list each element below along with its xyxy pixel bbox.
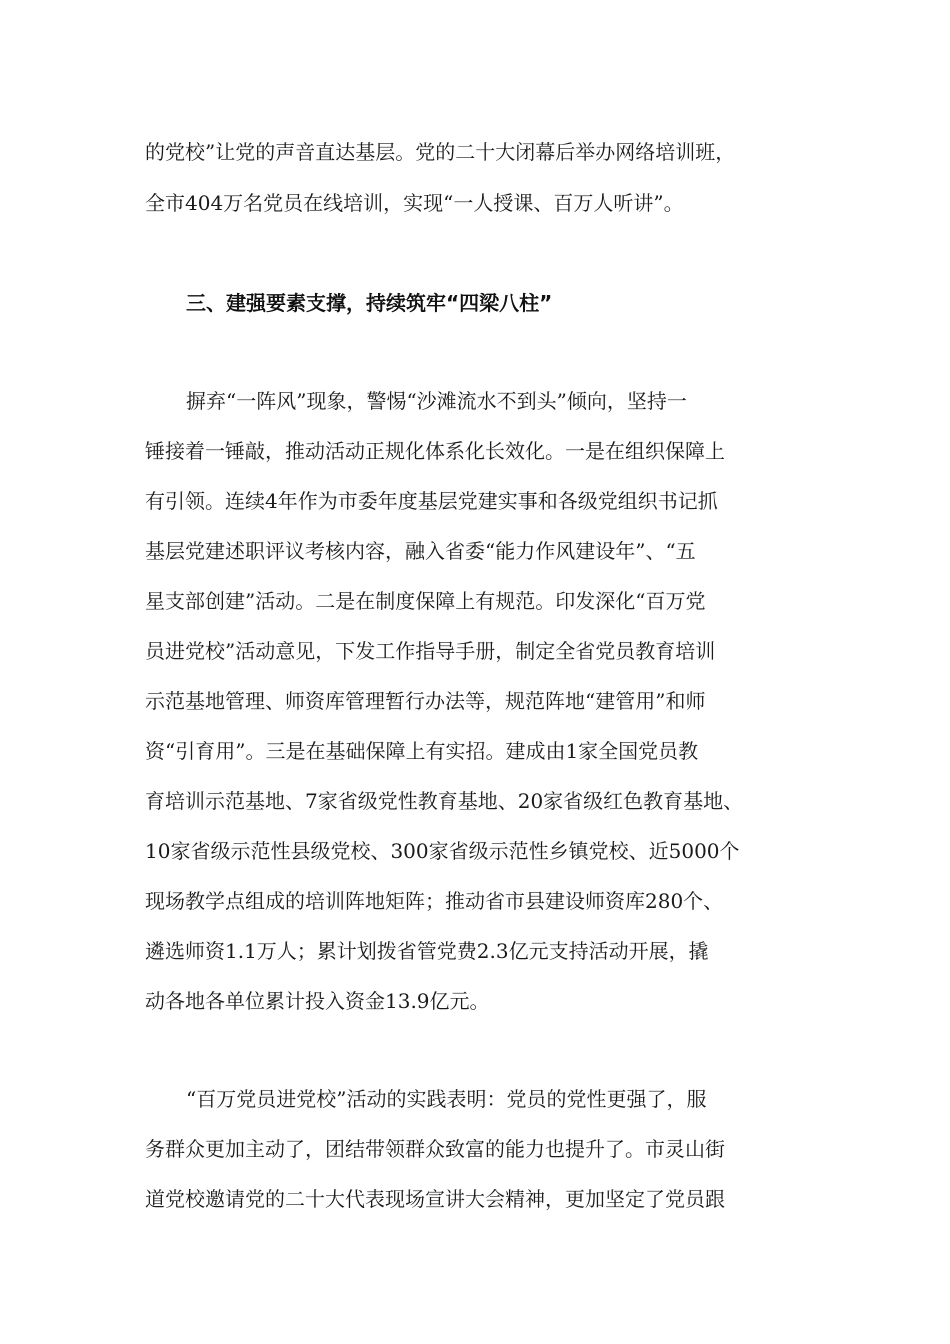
paragraph-2-line-10: 10家省级示范性县级党校、300家省级示范性乡镇党校、近5000个 [145, 839, 740, 863]
paragraph-2-line-1: 摒弃“一阵风”现象，警惕“沙滩流水不到头”倾向，坚持一 [186, 389, 687, 413]
paragraph-2-line-5: 星支部创建”活动。二是在制度保障上有规范。印发深化“百万党 [145, 589, 706, 613]
paragraph-2-line-2: 锤接着一锤敲，推动活动正规化体系化长效化。一是在组织保障上 [145, 439, 725, 463]
paragraph-1-line-2: 全市404万名党员在线培训，实现“一人授课、百万人听讲”。 [145, 191, 684, 215]
paragraph-2-line-3: 有引领。连续4年作为市委年度基层党建实事和各级党组织书记抓 [145, 489, 718, 513]
section-heading: 三、建强要素支撑，持续筑牢“四梁八柱” [186, 291, 553, 315]
paragraph-2-line-13: 动各地各单位累计投入资金13.9亿元。 [145, 989, 490, 1013]
paragraph-2-line-8: 资“引育用”。三是在基础保障上有实招。建成由1家全国党员教 [145, 739, 699, 763]
paragraph-2-line-6: 员进党校”活动意见，下发工作指导手册，制定全省党员教育培训 [145, 639, 716, 663]
paragraph-2-line-9: 育培训示范基地、7家省级党性教育基地、20家省级红色教育基地、 [145, 789, 744, 813]
paragraph-2-line-11: 现场教学点组成的培训阵地矩阵；推动省市县建设师资库280个、 [145, 889, 724, 913]
paragraph-1-line-1: 的党校”让党的声音直达基层。党的二十大闭幕后举办网络培训班， [145, 140, 736, 164]
paragraph-3-line-2: 务群众更加主动了，团结带领群众致富的能力也提升了。市灵山街 [145, 1137, 725, 1161]
paragraph-2-line-12: 遴选师资1.1万人；累计划拨省管党费2.3亿元支持活动开展，撬 [145, 939, 709, 963]
paragraph-2-line-4: 基层党建述职评议考核内容，融入省委“能力作风建设年”、“五 [145, 539, 696, 563]
paragraph-3-line-3: 道党校邀请党的二十大代表现场宣讲大会精神，更加坚定了党员跟 [145, 1187, 725, 1211]
paragraph-2-line-7: 示范基地管理、师资库管理暂行办法等，规范阵地“建管用”和师 [145, 689, 706, 713]
paragraph-3-line-1: “百万党员进党校”活动的实践表明：党员的党性更强了，服 [186, 1087, 707, 1111]
